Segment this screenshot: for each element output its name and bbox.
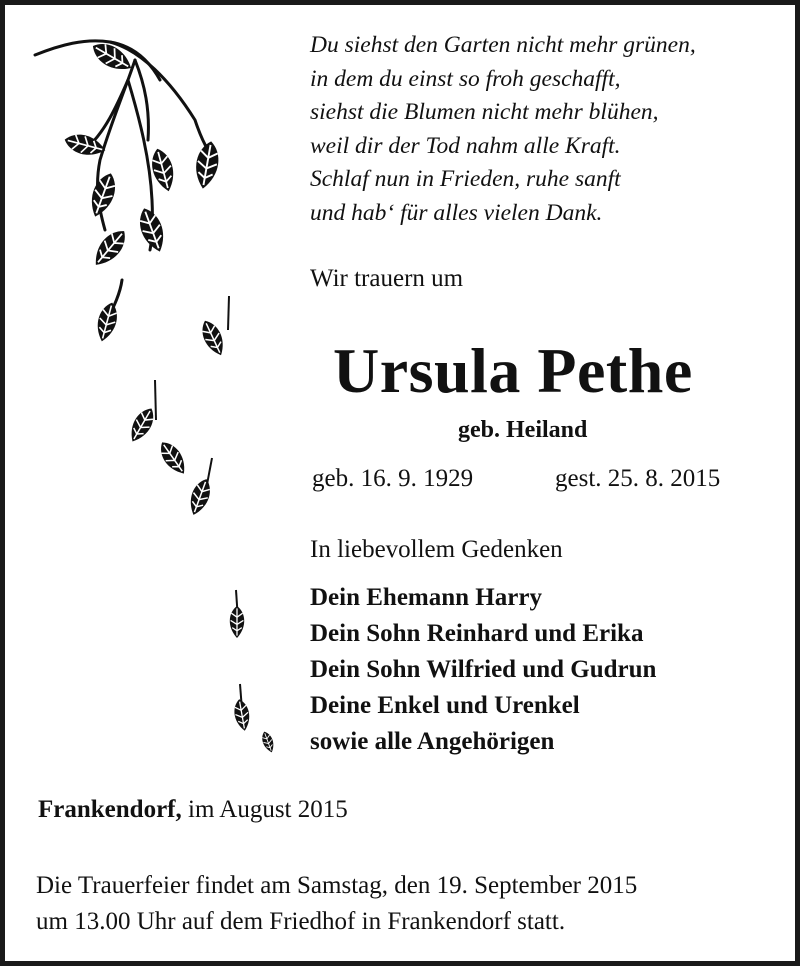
- mourner: Dein Sohn Reinhard und Erika: [310, 620, 644, 647]
- death-date: gest. 25. 8. 2015: [555, 465, 721, 492]
- poem-line: siehst die Blumen nicht mehr blühen,: [310, 99, 659, 125]
- service-line: Die Trauerfeier findet am Samstag, den 19. September 2015: [36, 872, 638, 899]
- poem: [310, 29, 696, 230]
- mourner: sowie alle Angehörigen: [310, 728, 555, 755]
- falling-leaf-icon: [232, 698, 252, 732]
- falling-leaf-icon: [197, 317, 229, 359]
- mourner: Dein Ehemann Harry: [310, 584, 542, 611]
- deceased-name: Ursula Pethe: [333, 335, 693, 406]
- mourners-list: [310, 580, 656, 760]
- birth-date: geb. 16. 9. 1929: [312, 465, 474, 492]
- place-date: [38, 796, 348, 824]
- falling-leaf-icon: [260, 730, 277, 754]
- poem-line: weil dir der Tod nahm alle Kraft.: [310, 132, 621, 159]
- mourner: Dein Sohn Wilfried und Gudrun: [310, 656, 657, 683]
- falling-leaf-icon: [185, 476, 214, 518]
- place-date-text: im August 2015: [188, 796, 348, 823]
- mourning-intro: Wir trauern um: [310, 265, 464, 292]
- poem-line: Schlaf nun in Frieden, ruhe sanft: [310, 166, 621, 192]
- service-line: um 13.00 Uhr auf dem Friedhof in Frankendorf statt.: [36, 908, 566, 935]
- place-town: Frankendorf,: [38, 796, 182, 823]
- poem-line: und hab‘ für alles vielen Dank.: [310, 199, 603, 226]
- falling-leaf-icon: [230, 606, 244, 638]
- memory-line: In liebevollem Gedenken: [310, 536, 563, 563]
- falling-leaf-icon: [155, 438, 191, 479]
- maiden-name: geb. Heiland: [458, 417, 588, 443]
- poem-line: Du siehst den Garten nicht mehr grünen,: [310, 32, 696, 58]
- falling-leaf-icon: [125, 404, 159, 445]
- funeral-service-info: [36, 868, 637, 940]
- mourner: Deine Enkel und Urenkel: [310, 692, 580, 719]
- poem-line: in dem du einst so froh geschafft,: [310, 65, 621, 92]
